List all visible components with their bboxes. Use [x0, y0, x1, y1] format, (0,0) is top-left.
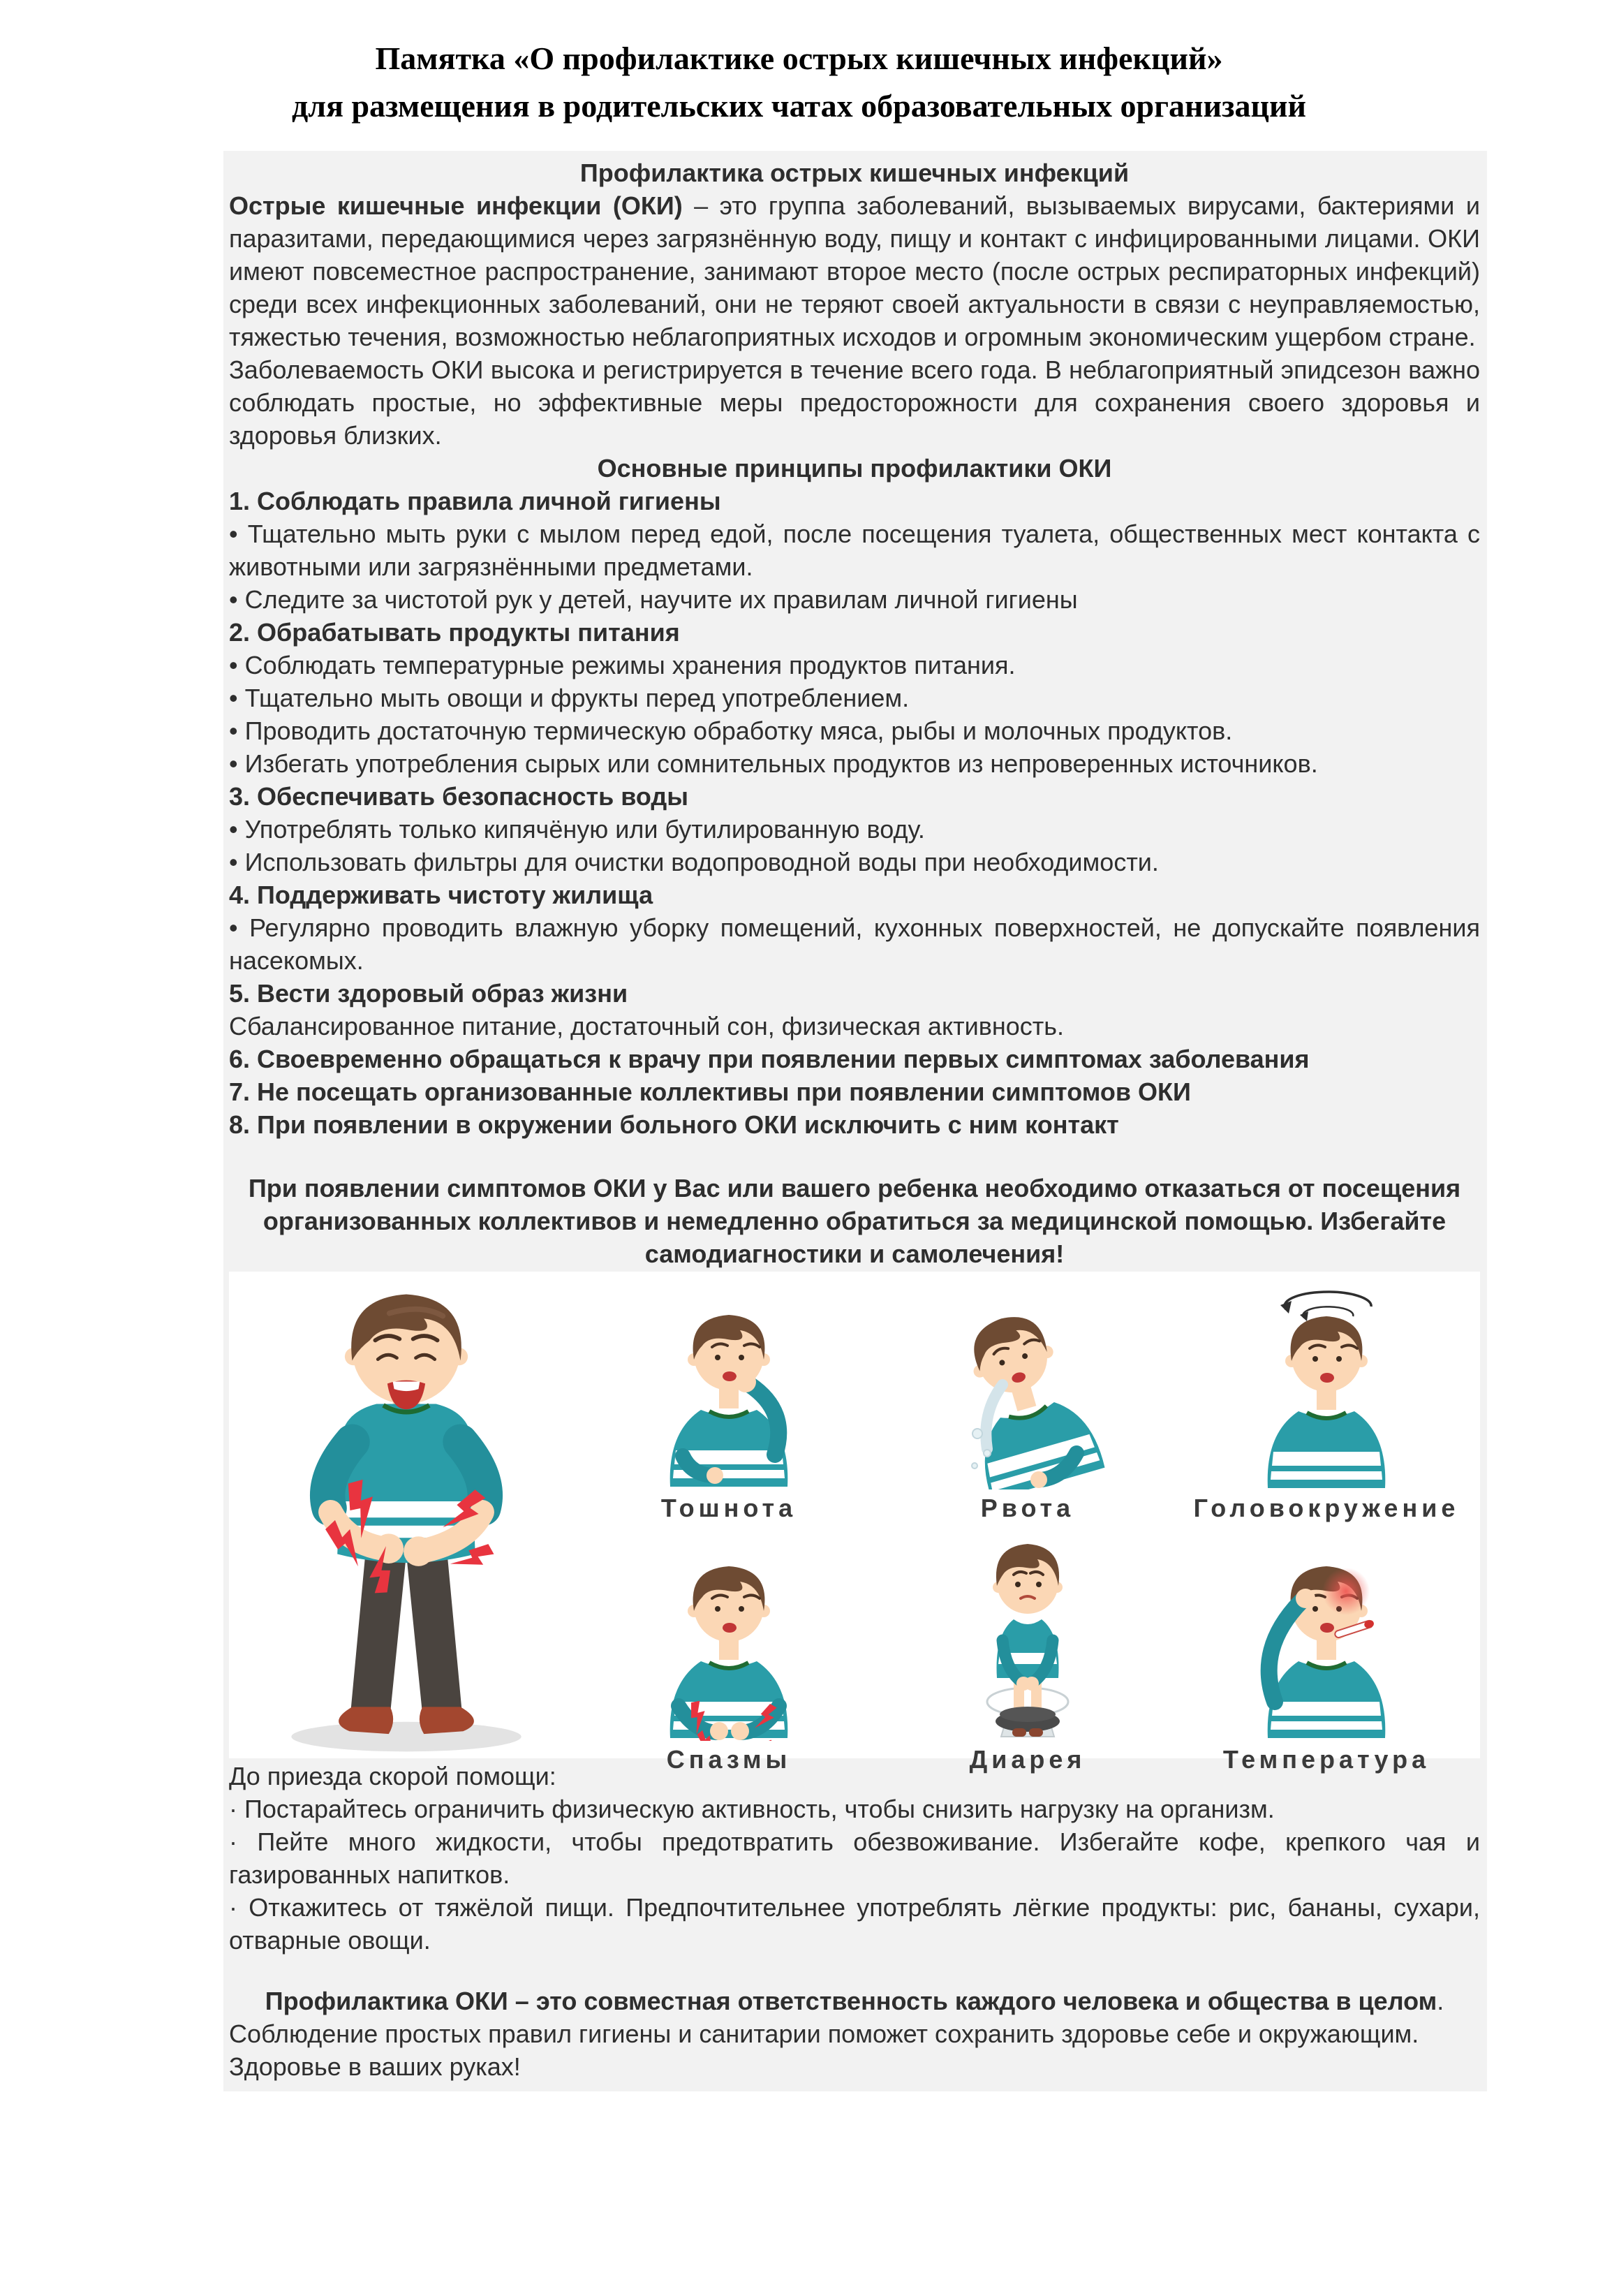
main-figure — [233, 1272, 579, 1758]
fever-icon — [1243, 1558, 1410, 1741]
bullet-item: · Пейте много жидкости, чтобы предотвратить обезвоживание. Избегайте кофе, крепкого чая и газированных напитков. — [229, 1827, 1480, 1889]
bullet-item: • Использовать фильтры для очистки водопроводной воды при необходимости. — [229, 848, 1159, 876]
warning-callout: При появлении симптомов ОКИ у Вас или вашего ребенка необходимо отказаться от посещения организованных коллективов и немедленно обратиться за медицинской помощью. Избегайте самодиагностики и самолечения! — [248, 1174, 1461, 1268]
bullet-item: • Проводить достаточную термическую обработку мяса, рыбы и молочных продуктов. — [229, 716, 1233, 745]
paragraph: Заболеваемость ОКИ высока и регистрируется в течение всего года. В неблагоприятный эпидсезон важно соблюдать простые, но эффективные меры предосторожности для сохранения своего здоровья и здоровья близких. — [229, 355, 1480, 450]
symptom-dizziness — [1177, 1279, 1476, 1530]
principles-heading: Основные принципы профилактики ОКИ — [597, 454, 1112, 483]
principle-3-heading: 3. Обеспечивать безопасность воды — [229, 782, 689, 811]
document-content — [223, 151, 1487, 2091]
text-after-image — [229, 1760, 1480, 2083]
principle-4-heading: 4. Поддерживать чистоту жилища — [229, 881, 653, 909]
boy-stomach-pain-illustration — [246, 1285, 567, 1758]
symptom-caption: Спазмы — [666, 1745, 792, 1774]
bullet-item: • Употреблять только кипячёную или бутилированную воду. — [229, 815, 925, 844]
symptoms-illustration — [229, 1272, 1480, 1774]
symptom-diarrhea — [878, 1530, 1177, 1781]
principle-1-heading: 1. Соблюдать правила личной гигиены — [229, 487, 721, 515]
symptom-caption: Головокружение — [1193, 1494, 1460, 1522]
symptom-fever — [1177, 1530, 1476, 1781]
symptom-caption: Температура — [1222, 1745, 1430, 1774]
bullet-item: • Избегать употребления сырых или сомнительных продуктов из непроверенных источников. — [229, 749, 1318, 778]
spacer — [229, 1957, 1480, 1985]
symptom-spasms — [579, 1530, 878, 1781]
principle-7-heading: 7. Не посещать организованные коллективы при появлении симптомов ОКИ — [229, 1077, 1191, 1106]
bullet-item: • Регулярно проводить влажную уборку помещений, кухонных поверхностей, не допускайте появления насекомых. — [229, 913, 1480, 975]
principle-2-heading: 2. Обрабатывать продукты питания — [229, 618, 680, 647]
spasms-icon — [645, 1558, 813, 1741]
bullet-item: • Соблюдать температурные режимы хранения продуктов питания. — [229, 651, 1016, 679]
dizziness-icon — [1243, 1279, 1410, 1489]
principle-6-heading: 6. Своевременно обращаться к врачу при появлении первых симптомах заболевания — [229, 1045, 1310, 1073]
symptom-caption: Диарея — [969, 1745, 1086, 1774]
section-title: Профилактика острых кишечных инфекций — [579, 159, 1130, 187]
document-title-line2: для размещения в родительских чатах образовательных организаций — [292, 88, 1306, 124]
diarrhea-icon — [944, 1530, 1111, 1741]
document-title — [28, 35, 1570, 130]
paragraph: Сбалансированное питание, достаточный сон, физическая активность. — [229, 1012, 1064, 1040]
nausea-icon — [645, 1307, 813, 1489]
symptom-caption: Тошнота — [660, 1494, 797, 1522]
conclusion-callout: Профилактика ОКИ – это совместная ответственность каждого человека и общества в целом. — [265, 1987, 1444, 2015]
bullet-item: • Тщательно мыть овощи и фрукты перед употреблением. — [229, 684, 910, 712]
ambulance-heading: До приезда скорой помощи: — [229, 1762, 556, 1790]
symptom-vomiting — [878, 1279, 1177, 1530]
document-title-line1: Памятка «О профилактике острых кишечных инфекций» — [375, 41, 1223, 76]
principle-5-heading: 5. Вести здоровый образ жизни — [229, 979, 628, 1008]
symptom-caption: Рвота — [980, 1494, 1075, 1522]
intro-paragraph: Острые кишечные инфекции (ОКИ) – это группа заболеваний, вызываемых вирусами, бактериями и паразитами, передающимися через загрязнённую воду, пищу и контакт с инфицированными лицами. ОКИ имеют повсеместное распространение, занимают второе место (после острых респираторных инфекций) среди всех инфекционных заболеваний, они не теряют своей актуальности в связи с неуправляемостью, тяжестью течения, возможностью неблагоприятных исходов и огромным экономическим ущербом стране. — [229, 191, 1481, 351]
symptoms-grid — [579, 1272, 1476, 1774]
paragraph: Соблюдение простых правил гигиены и санитарии поможет сохранить здоровье себе и окружающим. — [229, 2019, 1419, 2048]
symptom-nausea — [579, 1279, 878, 1530]
bullet-item: · Откажитесь от тяжёлой пищи. Предпочтительнее употреблять лёгкие продукты: рис, бананы, сухари, отварные овощи. — [229, 1893, 1480, 1955]
bullet-item: · Постарайтесь ограничить физическую активность, чтобы снизить нагрузку на организм. — [229, 1795, 1275, 1823]
principle-8-heading: 8. При появлении в окружении больного ОКИ исключить с ним контакт — [229, 1110, 1119, 1139]
spacer — [229, 1141, 1480, 1172]
bullet-item: • Тщательно мыть руки с мылом перед едой, после посещения туалета, общественных мест контакта с животными или загрязнёнными предметами. — [229, 520, 1480, 581]
vomiting-icon — [944, 1307, 1111, 1489]
bullet-item: • Следите за чистотой рук у детей, научите их правилам личной гигиены — [229, 585, 1078, 614]
closing-line: Здоровье в ваших руках! — [229, 2052, 521, 2081]
text-before-image — [229, 156, 1480, 1270]
